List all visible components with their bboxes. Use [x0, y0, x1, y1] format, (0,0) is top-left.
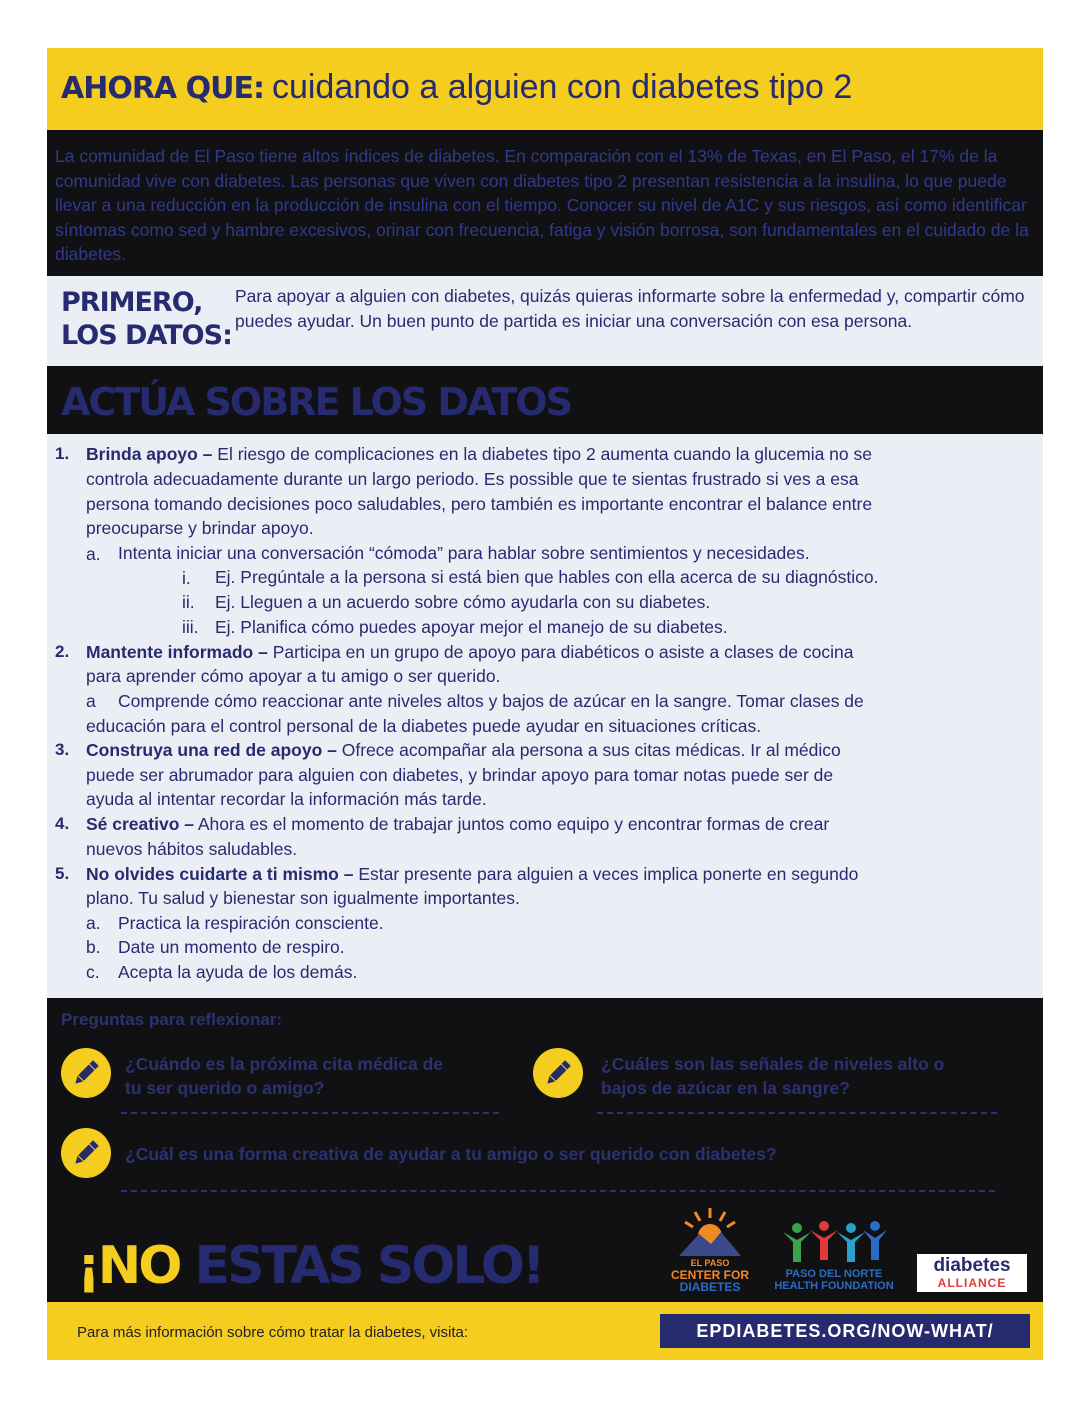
- title-prefix: AHORA QUE:: [61, 71, 264, 106]
- list-text: preocuparse y brindar apoyo.: [86, 518, 314, 538]
- list-text: nuevos hábitos saludables.: [86, 839, 298, 859]
- sub-item: Date un momento de respiro.: [118, 937, 345, 957]
- flyer-page: [47, 48, 1043, 1360]
- website-link[interactable]: EPDIABETES.ORG/NOW-WHAT/: [660, 1314, 1030, 1348]
- list-text: Participa en un grupo de apoyo para diabéticos o asiste a clases de cocina: [267, 642, 854, 662]
- list-text: ayuda al intentar recordar la información más tarde.: [86, 789, 487, 809]
- header-banner: [47, 48, 1043, 130]
- list-number: 1.: [55, 444, 70, 463]
- logo-text: DIABETES: [679, 1280, 741, 1294]
- list-number: 4.: [55, 814, 70, 833]
- sub-marker: i.: [182, 568, 191, 588]
- logo-text: HEALTH FOUNDATION: [774, 1280, 894, 1292]
- people-icon: [779, 1218, 889, 1264]
- sub-marker: a.: [86, 913, 101, 933]
- answer-line: [121, 1190, 995, 1192]
- logo-text: CENTER FOR: [671, 1268, 749, 1282]
- list-number: 5.: [55, 864, 70, 883]
- pencil-icon: [61, 1128, 111, 1178]
- facts-label-line2: LOS DATOS:: [61, 320, 232, 351]
- list-item-5-line: [86, 862, 858, 887]
- page-title: [61, 68, 852, 107]
- sub-marker: c.: [86, 962, 100, 982]
- list-text: Ahora es el momento de trabajar juntos como equipo y encontrar formas de crear: [193, 814, 830, 834]
- question-1-line1: ¿Cuándo es la próxima cita médica de: [125, 1054, 444, 1074]
- list-item-2-line: [86, 640, 853, 665]
- sub-item: Comprende cómo reaccionar ante niveles altos y bajos de azúcar en la sangre. Tomar clases de: [118, 691, 864, 711]
- facts-label: [61, 286, 232, 352]
- list-item-5-title: No olvides cuidarte a ti mismo –: [86, 864, 354, 884]
- highlight-word: NO: [97, 1236, 180, 1296]
- list-text: El riesgo de complicaciones en la diabetes tipo 2 aumenta cuando la glucemia no se: [212, 444, 872, 464]
- sub-marker: a.: [86, 544, 101, 564]
- sub-sub-item: Ej. Pregúntale a la persona si está bien que hables con ella acerca de su diagnóstico.: [215, 567, 879, 587]
- list-text: persona tomando decisiones poco saludables, pero también es importante encontrar el balance entre: [86, 494, 873, 514]
- list-number: 2.: [55, 642, 70, 661]
- sub-sub-item: Ej. Lleguen a un acuerdo sobre cómo ayudarla con su diabetes.: [215, 592, 711, 612]
- sub-marker: ii.: [182, 592, 195, 612]
- intro-paragraph: La comunidad de El Paso tiene altos índices de diabetes. En comparación con el 13% de Texas, en El Paso, el 17% de la comunidad vive con diabetes. Las personas que viven con diabetes tipo 2 presentan resistencia a la insulina, lo que puede llevar a una reducción en la producción de insulina con el tiempo. Conocer su nivel de A1C y sus riesgos, así como identificar síntomas como sed y hambre excesivos, orinar con frecuencia, fatiga y visión borrosa, son fundamentales en el cuidado de la diabetes.: [55, 146, 1029, 264]
- facts-box: [47, 276, 1043, 366]
- list-item-2-title: Mantente informado –: [86, 642, 268, 662]
- question-2-line1: ¿Cuáles son las señales de niveles alto o: [601, 1054, 945, 1074]
- list-text: plano. Tu salud y bienestar son igualmente importantes.: [86, 888, 520, 908]
- question-3: ¿Cuál es una forma creativa de ayudar a tu amigo o ser querido con diabetes?: [125, 1144, 777, 1164]
- list-text: puede ser abrumador para alguien con diabetes, y brindar apoyo para tomar notas puede ser de: [86, 765, 834, 785]
- sub-item: Acepta la ayuda de los demás.: [118, 962, 358, 982]
- title-text: cuidando a alguien con diabetes tipo 2: [271, 68, 853, 106]
- action-list: [47, 434, 1043, 998]
- act-heading: ACTÚA SOBRE LOS DATOS: [61, 380, 571, 424]
- facts-text: Para apoyar a alguien con diabetes, quizás quieras informarte sobre la enfermedad y, compartir cómo puedes ayudar. Un buen punto de partida es iniciar una conversación con esa persona.: [235, 286, 1025, 331]
- list-number: 3.: [55, 740, 70, 759]
- sub-item-cont: educación para el control personal de la diabetes puede ayudar en situaciones críticas.: [86, 716, 762, 736]
- sub-item: Intenta iniciar una conversación “cómoda” para hablar sobre sentimientos y necesidades.: [118, 543, 810, 563]
- sub-marker: b.: [86, 937, 101, 957]
- paso-del-norte-logo: [759, 1218, 909, 1294]
- questions-heading: Preguntas para reflexionar:: [61, 1010, 283, 1029]
- sub-sub-item: Ej. Planifica cómo puedes apoyar mejor el manejo de su diabetes.: [215, 617, 728, 637]
- logo-text: ALLIANCE: [937, 1276, 1007, 1290]
- question-2: [601, 1052, 944, 1100]
- sub-marker: a: [86, 691, 96, 711]
- list-item-1-line: [86, 442, 872, 467]
- sun-mountain-icon: [665, 1204, 755, 1260]
- footer-text: Para más información sobre cómo tratar la diabetes, visita:: [77, 1324, 469, 1341]
- question-2-line2: bajos de azúcar en la sangre?: [601, 1078, 850, 1098]
- question-1: [125, 1052, 443, 1100]
- list-item-4-title: Sé creativo –: [86, 814, 194, 834]
- exclamation-open: ¡: [77, 1236, 98, 1296]
- pencil-icon: [533, 1048, 583, 1098]
- list-text: Ofrece acompañar ala persona a sus citas médicas. Ir al médico: [336, 740, 841, 760]
- footer-banner: [47, 1302, 1043, 1360]
- logo-text: EL PASO: [690, 1258, 730, 1268]
- el-paso-center-logo: [665, 1204, 755, 1294]
- list-text: controla adecuadamente durante un largo periodo. Es possible que te sientas frustrado si ves a esa: [86, 469, 859, 489]
- sub-item: Practica la respiración consciente.: [118, 913, 384, 933]
- list-text: para aprender cómo apoyar a tu amigo o ser querido.: [86, 666, 501, 686]
- list-item-1-title: Brinda apoyo –: [86, 444, 213, 464]
- list-text: Estar presente para alguien a veces implica ponerte en segundo: [353, 864, 859, 884]
- no-estas-solo-heading: [77, 1236, 543, 1296]
- list-item-3-line: [86, 738, 841, 763]
- list-item-4-line: [86, 812, 829, 837]
- heading-rest: ESTAS SOLO!: [179, 1236, 543, 1296]
- logo-text: PASO DEL NORTE: [785, 1268, 883, 1280]
- answer-line: [597, 1112, 997, 1114]
- answer-line: [121, 1112, 499, 1114]
- pencil-icon: [61, 1048, 111, 1098]
- diabetes-alliance-logo: [917, 1254, 1027, 1292]
- sub-marker: iii.: [182, 617, 199, 637]
- facts-label-line1: PRIMERO,: [61, 287, 203, 318]
- question-1-line2: tu ser querido o amigo?: [125, 1078, 325, 1098]
- logo-text: diabetes: [933, 1255, 1011, 1276]
- list-item-3-title: Construya una red de apoyo –: [86, 740, 337, 760]
